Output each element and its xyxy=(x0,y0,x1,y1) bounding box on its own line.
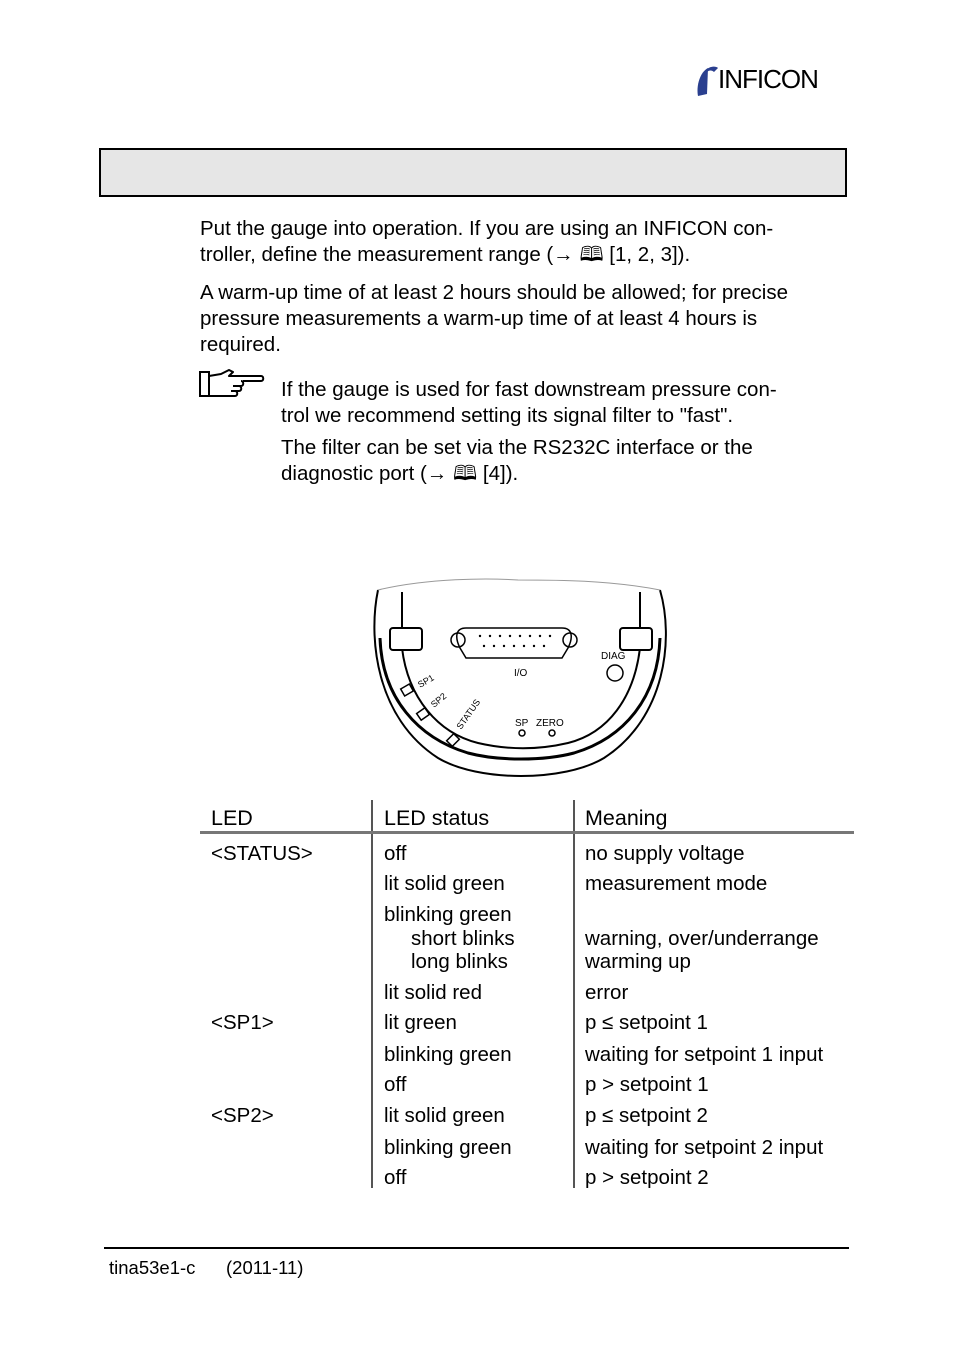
table-cell-led: <SP1> xyxy=(211,1011,274,1034)
sp2-label: SP2 xyxy=(428,690,449,710)
paragraph-line: troller, define the measurement range (→ 🕮 [1, 2, 3]). xyxy=(200,243,691,266)
table-cell-meaning: p ≤ setpoint 1 xyxy=(585,1011,708,1034)
paragraph-operation xyxy=(200,216,850,268)
table-cell-meaning: warming up xyxy=(585,950,691,973)
footer-doc-id: tina53e1-c xyxy=(109,1257,196,1278)
note-filter-interface xyxy=(281,435,851,487)
led-status-table xyxy=(200,800,854,1190)
note-line: trol we recommend setting its signal filter to "fast". xyxy=(281,404,734,427)
table-cell-status: blinking green xyxy=(384,903,512,926)
table-cell-meaning: error xyxy=(585,981,629,1004)
note-line: The filter can be set via the RS232C interface or the xyxy=(281,436,753,459)
header-divider xyxy=(200,831,854,834)
note-line: diagnostic port (→ 🕮 [4]). xyxy=(281,462,519,485)
table-cell-meaning: p > setpoint 1 xyxy=(585,1073,709,1096)
diag-label: DIAG xyxy=(601,651,626,662)
pointing-hand-icon xyxy=(199,368,265,400)
table-cell-status: off xyxy=(384,842,407,865)
header-led: LED xyxy=(211,806,253,830)
sp-label: SP xyxy=(515,718,529,729)
table-cell-meaning: no supply voltage xyxy=(585,842,745,865)
table-cell-meaning: waiting for setpoint 1 input xyxy=(585,1043,824,1066)
paragraph-line: required. xyxy=(200,333,281,356)
table-cell-status: lit green xyxy=(384,1011,457,1034)
paragraph-warmup xyxy=(200,280,850,358)
inficon-swoosh-icon xyxy=(694,64,720,98)
inficon-logo xyxy=(694,62,846,98)
table-cell-status: lit solid green xyxy=(384,872,505,895)
table-cell-led: <SP2> xyxy=(211,1104,274,1127)
table-cell-status: long blinks xyxy=(411,950,508,973)
gauge-connector-diagram xyxy=(368,578,674,784)
status-label: STATUS xyxy=(454,697,483,732)
paragraph-line: pressure measurements a warm-up time of at least 4 hours is xyxy=(200,307,758,330)
column-divider xyxy=(371,800,373,1188)
column-divider xyxy=(573,800,575,1188)
table-cell-meaning: warning, over/underrange xyxy=(585,927,819,950)
table-cell-status: blinking green xyxy=(384,1136,512,1159)
note-filter xyxy=(281,377,851,429)
io-label: I/O xyxy=(514,668,528,679)
paragraph-line: Put the gauge into operation. If you are using an INFICON con- xyxy=(200,217,774,240)
table-cell-status: short blinks xyxy=(411,927,515,950)
table-cell-status: blinking green xyxy=(384,1043,512,1066)
section-header-box xyxy=(99,148,847,197)
footer-date: (2011-11) xyxy=(226,1257,304,1278)
table-cell-led: <STATUS> xyxy=(211,842,313,865)
table-cell-status: lit solid red xyxy=(384,981,482,1004)
note-line: If the gauge is used for fast downstream pressure con- xyxy=(281,378,777,401)
table-cell-meaning: p ≤ setpoint 2 xyxy=(585,1104,708,1127)
table-cell-meaning: measurement mode xyxy=(585,872,768,895)
footer-rule xyxy=(104,1247,849,1249)
table-cell-status: off xyxy=(384,1166,407,1189)
sp1-label: SP1 xyxy=(416,672,436,690)
table-cell-status: off xyxy=(384,1073,407,1096)
table-cell-meaning: p > setpoint 2 xyxy=(585,1166,709,1189)
logo-text: INFICON xyxy=(718,64,818,94)
zero-label: ZERO xyxy=(536,718,564,729)
header-meaning: Meaning xyxy=(585,806,668,830)
header-led-status: LED status xyxy=(384,806,490,830)
table-cell-status: lit solid green xyxy=(384,1104,505,1127)
paragraph-line: A warm-up time of at least 2 hours should be allowed; for precise xyxy=(200,281,788,304)
table-cell-meaning: waiting for setpoint 2 input xyxy=(585,1136,824,1159)
